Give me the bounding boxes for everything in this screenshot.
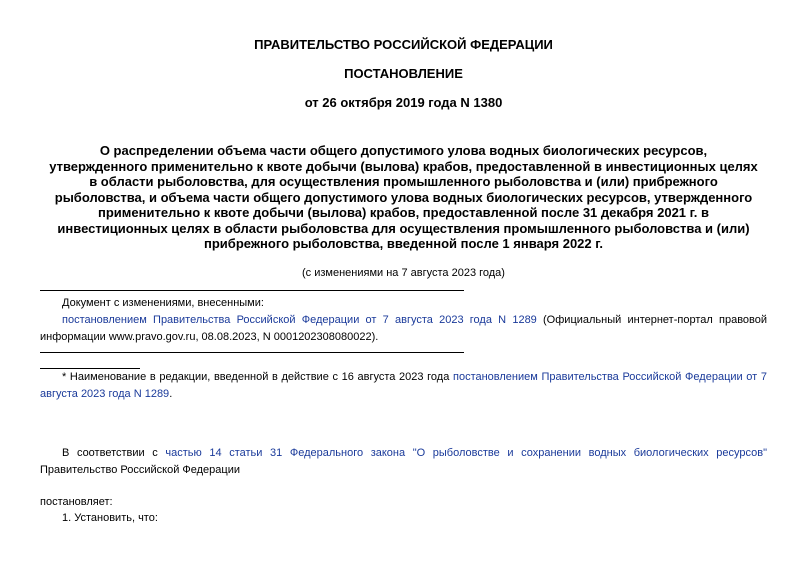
footnote-block (40, 369, 767, 403)
title-line: в области рыболовства, для осуществления промышленного рыболовства и (или) прибрежного (89, 174, 718, 189)
date-number-heading: от 26 октября 2019 года N 1380 (304, 95, 503, 110)
resolves-line: постановляет: (40, 496, 113, 508)
title-line: О распределении объема части общего допустимого улова водных биологических ресурсов, (99, 143, 708, 158)
resolves-text (40, 494, 767, 511)
footnote-line (40, 386, 767, 403)
legal-basis-line: Правительство Российской Федерации (40, 464, 240, 476)
document-type-heading: ПОСТАНОВЛЕНИЕ (344, 66, 463, 81)
title-line: инвестиционных целях в области рыболовства для осуществления промышленного рыболовства и (или) (57, 220, 750, 236)
footnote-text: * Наименование в редакции, введенной в действие с 16 августа 2023 года (62, 371, 453, 383)
footnote-tail: . (169, 388, 173, 400)
footnote-line (40, 369, 767, 386)
document-changes-intro: Документ с изменениями, внесенными: (62, 297, 264, 309)
amending-resolution-link[interactable]: постановлением Правительства Российской Федерации от 7 августа 2023 года N 1289 (62, 314, 537, 326)
divider (40, 290, 464, 291)
source-text: (Официальный интернет-портал правовой (536, 314, 768, 326)
legal-basis-line (40, 445, 767, 462)
item-1 (40, 510, 767, 527)
title-line: утвержденного применительно к квоте добычи (вылова) крабов, предоставленной в инвестиционных целях (49, 158, 758, 174)
source-text-line: информации www.pravo.gov.ru, 08.08.2023, N 0001202308080022). (40, 331, 379, 343)
title-line: рыболовства, и объема части общего допустимого улова водных биологических ресурсов, утвержденного (54, 189, 753, 205)
title-line: применительно к квоте добычи (вылова) крабов, предоставленной после 31 декабря 2021 г. в (98, 205, 709, 220)
footnote-resolution-link-cont[interactable]: августа 2023 года N 1289 (40, 388, 170, 400)
amendment-note: (с изменениями на 7 августа 2023 года) (302, 267, 505, 279)
document-changes-block (40, 295, 767, 346)
government-heading: ПРАВИТЕЛЬСТВО РОССИЙСКОЙ ФЕДЕРАЦИИ (254, 37, 553, 52)
document-changes-line (40, 312, 767, 329)
title-line: прибрежного рыболовства, введенной после 1 января 2022 г. (204, 236, 603, 251)
federal-law-link[interactable]: частью 14 статьи 31 Федерального закона "О рыболовстве и сохранении водных биологических ресурсов" (165, 447, 767, 459)
divider (40, 352, 464, 353)
legal-basis-prefix: В соответствии с (62, 447, 166, 459)
legal-basis-block (40, 445, 767, 479)
footnote-resolution-link[interactable]: постановлением Правительства Российской Федерации от 7 (453, 371, 767, 383)
item-1-line: 1. Установить, что: (62, 512, 158, 524)
document-title (40, 143, 767, 252)
